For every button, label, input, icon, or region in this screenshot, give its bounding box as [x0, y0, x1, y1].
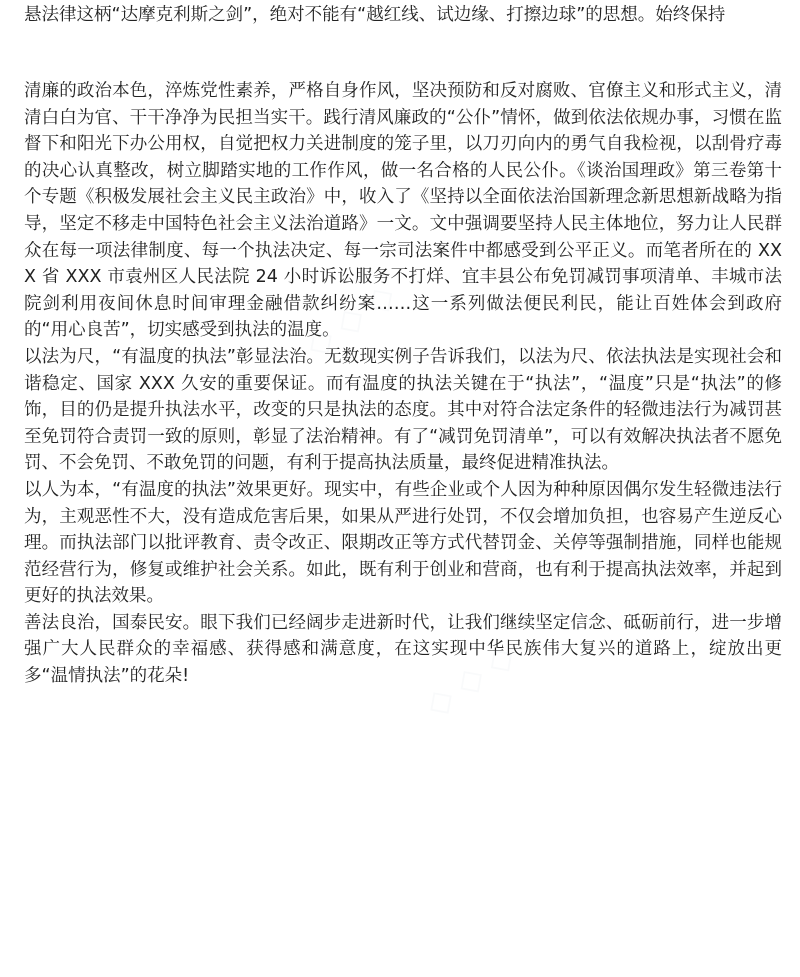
- faint-watermark: ◇ ◇ ◇: [297, 274, 403, 366]
- faint-watermark: ◇ ◇ ◇: [417, 634, 523, 726]
- paragraph-integrity: 清廉的政治本色，淬炼党性素养，严格自身作风，坚决预防和反对腐败、官僚主义和形式主义，清清白白为官、干干净净为民担当实干。践行清风廉政的“公仆”情怀，做到依法依规办事，习惯在监督下和阳光下办公用权，自觉把权力关进制度的笼子里，以刀刃向内的勇气自我检视，以刮骨疗毒的决心认真整改，树立脚踏实地的工作作风，做一名合格的人民公仆。《谈治国理政》第三卷第十个专题《积极发展社会主义民主政治》中，收入了《坚持以全面依法治国新理念新思想新战略为指导，坚定不移走中国特色社会主义法治道路》一文。文中强调要坚持人民主体地位，努力让人民群众在每一项法律制度、每一个执法决定、每一宗司法案件中都感受到公平正义。而笔者所在的 XXX 省 XXX 市袁州区人民法院 24 小时诉讼服务不打烊、宜丰县公布免罚减罚事项清单、丰城市法院剑利用夜间休息时间审理金融借款纠纷案……这一系列做法便民利民，能让百姓体会到政府的“用心良苦”，切实感受到执法的温度。: [24, 81, 782, 341]
- document-body: [24, 78, 782, 690]
- paragraph-law-as-ruler: 以法为尺，“有温度的执法”彰显法治。无数现实例子告诉我们，以法为尺、依法执法是实现社会和谐稳定、国家 XXX 久安的重要保证。而有温度的执法关键在于“执法”，“温度”只是“执法”的修饰，目的仍是提升执法水平，改变的只是执法的态度。其中对符合法定条件的轻微违法行为减罚甚至免罚符合责罚一致的原则，彰显了法治精神。有了“减罚免罚清单”，可以有效解决执法者不愿免罚、不会免罚、不敢免罚的问题，有利于提高执法质量，最终促进精准执法。: [24, 346, 782, 474]
- continued-text-line: 悬法律这柄“达摩克利斯之剑”，绝对不能有“越红线、试边缘、打擦边球”的思想。始终保持: [24, 5, 726, 25]
- paragraph-people-oriented: 以人为本，“有温度的执法”效果更好。现实中，有些企业或个人因为种种原因偶尔发生轻微违法行为，主观恶性不大，没有造成危害后果，如果从严进行处罚，不仅会增加负担，也容易产生逆反心理。而执法部门以批评教育、责令改正、限期改正等方式代替罚金、关停等强制措施，同样也能规范经营行为，修复或维护社会关系。如此，既有利于创业和营商，也有利于提高执法效率，并起到更好的执法效果。: [24, 479, 782, 607]
- paragraph-conclusion: 善法良治，国泰民安。眼下我们已经阔步走进新时代，让我们继续坚定信念、砥砺前行，进一步增强广大人民群众的幸福感、获得感和满意度，在这实现中华民族伟大复兴的道路上，绽放出更多“温情执法”的花朵!: [24, 612, 782, 687]
